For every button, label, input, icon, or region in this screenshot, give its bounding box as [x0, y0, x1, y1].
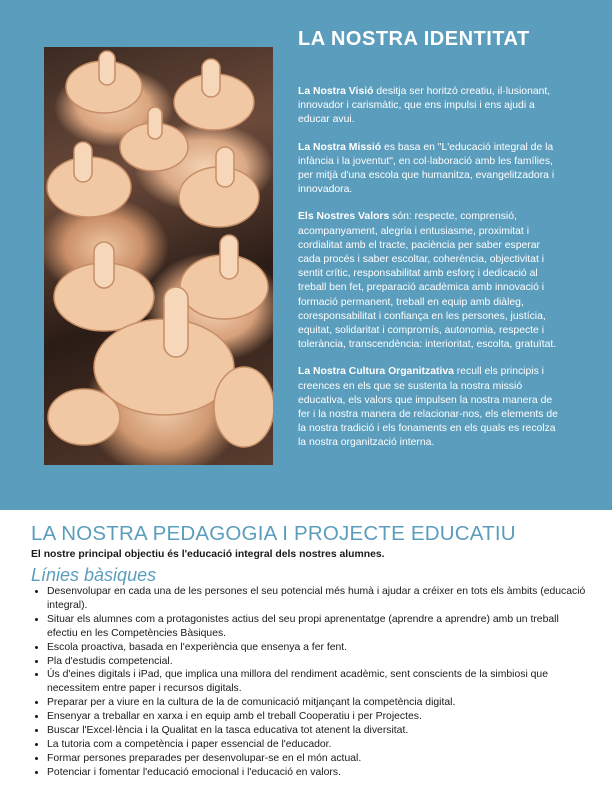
culture-paragraph [298, 365, 564, 450]
list-item: • Pla d'estudis competencial. [47, 655, 587, 669]
identity-title: LA NOSTRA IDENTITAT [298, 28, 530, 50]
values-label: Els Nostres Valors [298, 211, 390, 223]
culture-text: recull els principis i creences en els que se sustenta la nostra missió educativa, els valors que impulsen la nostra manera de fer i la nostra manera de relacionar-nos, els elements de la nostra tradició i els fonaments en els quals es recolza la nostra organització interna. [298, 366, 558, 449]
values-paragraph [298, 210, 564, 352]
pedagogy-title: LA NOSTRA PEDAGOGIA I PROJECTE EDUCATIU [31, 522, 516, 545]
vision-label: La Nostra Visió [298, 86, 374, 97]
list-item: • Preparar per a viure en la cultura de la de comunicació mitjançant la competència digital. [47, 696, 587, 710]
vision-text: desitja ser horitzó creatiu, il·lusionant, innovador i carismàtic, que ens impulsi i ens ajudi a educar avui. [298, 86, 551, 126]
list-item: • Ús d'eines digitals i iPad, que implica una millora del rendiment acadèmic, sent conscients de la simbiosi que necessitem entre paper i recursos digitals. [47, 668, 587, 696]
list-item: • La tutoria com a competència i paper essencial de l'educador. [47, 738, 587, 752]
identity-text [298, 85, 564, 464]
pedagogy-objective: El nostre principal objectiu és l'educació integral dels nostres alumnes. [31, 549, 385, 560]
hands-illustration [44, 47, 273, 465]
culture-label: La Nostra Cultura Organitzativa [298, 366, 454, 378]
pedagogy-subtitle: Línies bàsiques [31, 565, 157, 585]
list-item: • Buscar l'Excel·lència i la Qualitat en la tasca educativa tot atenent la diversitat. [47, 724, 587, 738]
mission-paragraph [298, 141, 564, 198]
list-item: • Potenciar i fomentar l'educació emocional i l'educació en valors. [47, 766, 587, 780]
mission-text: es basa en "L'educació integral de la infància i la joventut", en col·laboració amb les famílies, per mitjà d'una escola que humanitza, evangelitzadora i innovadora. [298, 141, 555, 196]
list-item: • Escola proactiva, basada en l'experiència que ensenya a fer fent. [47, 641, 587, 655]
list-item: • Situar els alumnes com a protagonistes actius del seu propi aprenentatge (aprendre a aprendre) amb un treball efectiu en les Competències Bàsiques. [47, 613, 587, 641]
vision-paragraph [298, 85, 564, 128]
mission-label: La Nostra Missió [298, 141, 382, 153]
list-item: • Formar persones preparades per desenvolupar-se en el món actual. [47, 752, 587, 766]
basic-lines-list [31, 585, 587, 780]
list-item: • Ensenyar a treballar en xarxa i en equip amb el treball Cooperatiu i per Projectes. [47, 710, 587, 724]
thumbs-up-hands-photo [44, 47, 273, 465]
values-text: són: respecte, comprensió, acompanyament, alegria i entusiasme, proximitat i cordialitat amb el tracte, paciència per saber esperar cada procés i saber escoltar, coherència, objectivitat i sentit crític, responsabilitat amb esforç i dedicació al treball ben fet, preparació acadèmica amb innovació i formació permanent, treball en equip amb diàleg, coresponsabilitat i confiança en les persones, justícia, equitat, solidaritat i compromís, autonomia, respecte i tolerància, transcendència: interioritat, escolta, gratuïtat. [298, 211, 557, 351]
list-item: • Desenvolupar en cada una de les persones el seu potencial més humà i ajudar a créixer en tots els àmbits (educació integral). [47, 585, 587, 613]
